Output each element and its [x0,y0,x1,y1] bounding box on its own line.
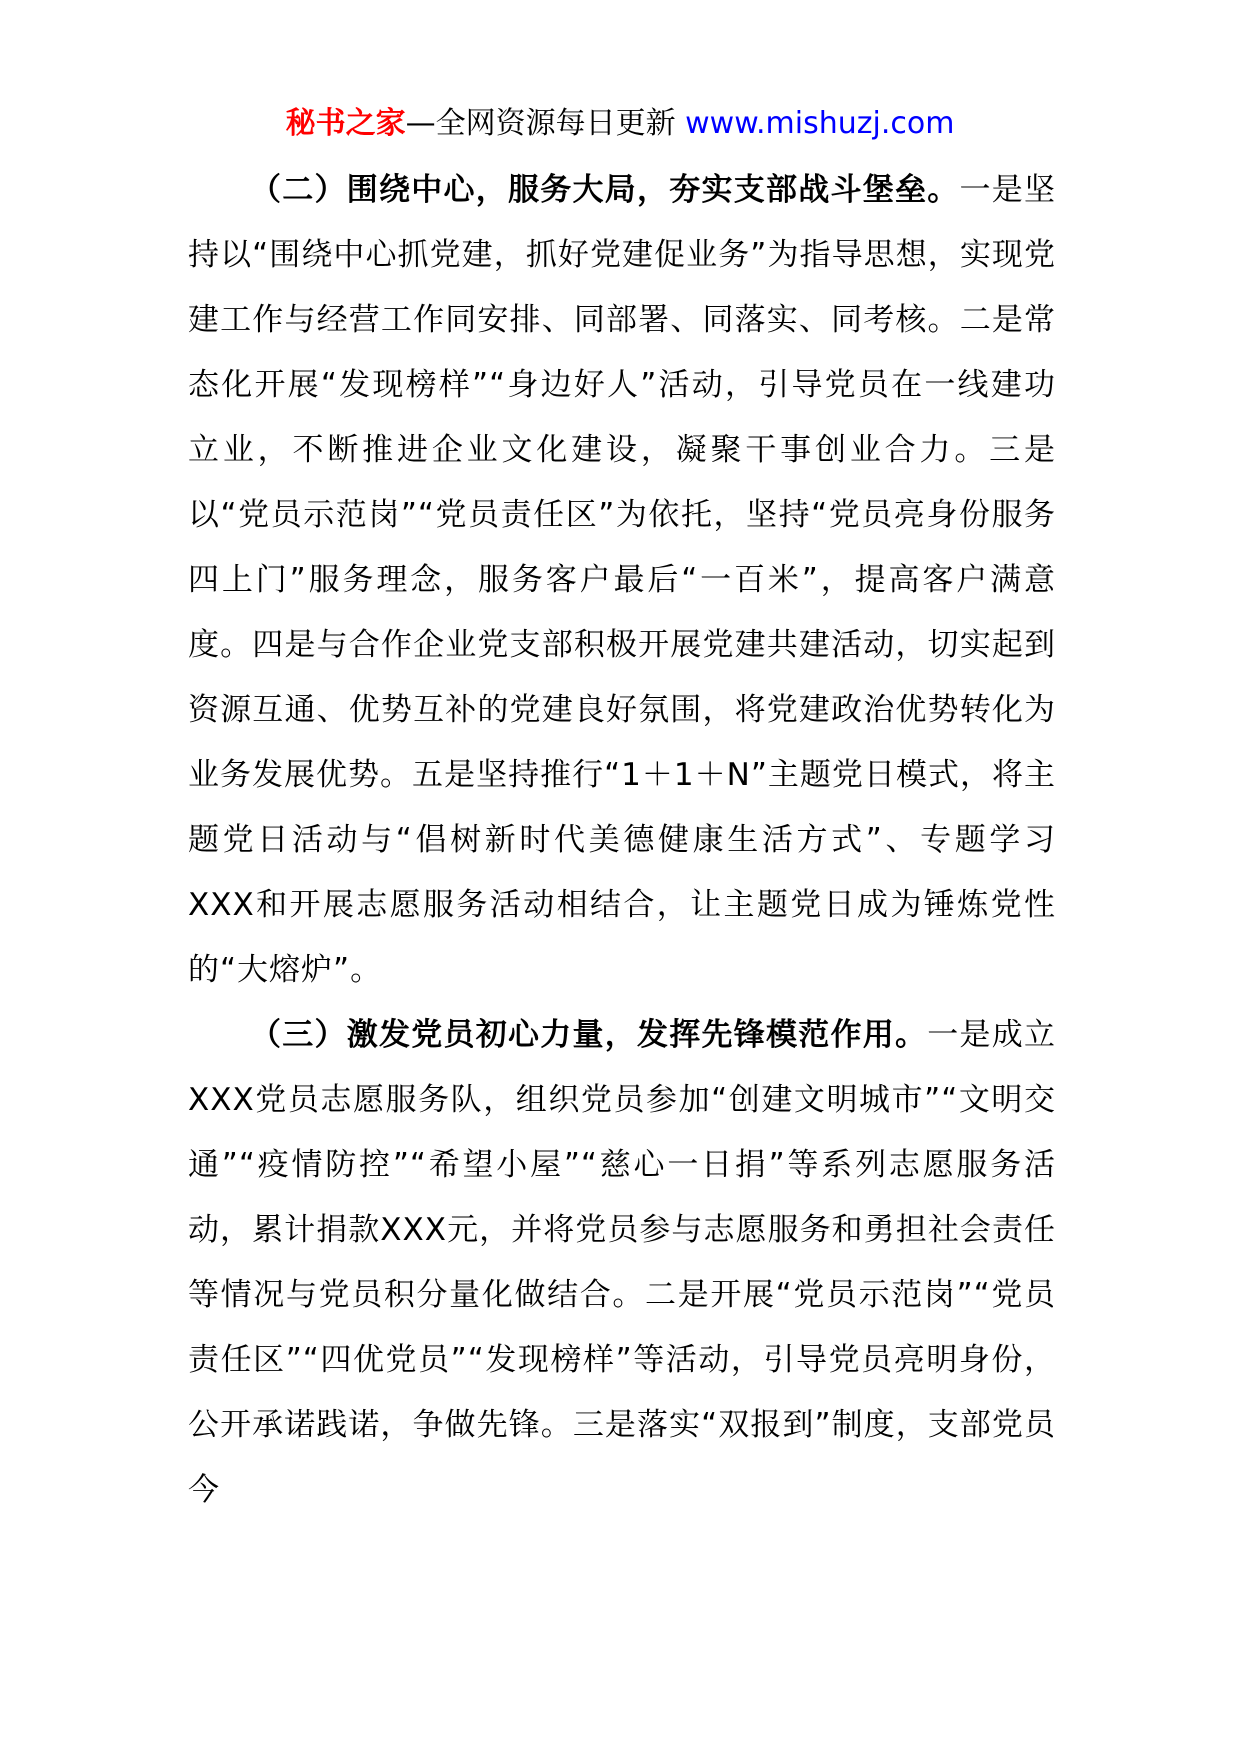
header-tagline: —全网资源每日更新 [405,106,686,141]
paragraph-section-three [188,1003,1056,1523]
section-two-text: 一是坚持以“围绕中心抓党建，抓好党建促业务”为指导思想，实现党建工作与经营工作同安排、同部署、同落实、同考核。二是常态化开展“发现榜样”“身边好人”活动，引导党员在一线建功立业，不断推进企业文化建设，凝聚干事创业合力。三是以“党员示范岗”“党员责任区”为依托，坚持“党员亮身份服务四上门”服务理念，服务客户最后“一百米”，提高客户满意度。四是与合作企业党支部积极开展党建共建活动，切实起到资源互通、优势互补的党建良好氛围，将党建政治优势转化为业务发展优势。五是坚持推行“1＋1＋N”主题党日模式，将主题党日活动与“倡树新时代美德健康生活方式”、专题学习XXX和开展志愿服务活动相结合，让主题党日成为锤炼党性的“大熔炉”。 [188,172,1056,988]
page-header [0,102,1240,146]
section-three-heading: （三）激发党员初心力量，发挥先锋模范作用。 [250,1017,928,1053]
section-three-text: 一是成立XXX党员志愿服务队，组织党员参加“创建文明城市”“文明交通”“疫情防控”“希望小屋”“慈心一日捐”等系列志愿服务活动，累计捐款XXX元，并将党员参与志愿服务和勇担社会责任等情况与党员积分量化做结合。二是开展“党员示范岗”“党员责任区”“四优党员”“发现榜样”等活动，引导党员亮明身份，公开承诺践诺，争做先锋。三是落实“双报到”制度，支部党员今 [188,1017,1056,1508]
header-brand: 秘书之家 [285,106,406,141]
document-body [188,158,1056,1523]
paragraph-section-two [188,158,1056,1003]
section-two-heading: （二）围绕中心，服务大局，夯实支部战斗堡垒。 [250,172,960,208]
header-url[interactable]: www.mishuzj.com [685,106,955,141]
